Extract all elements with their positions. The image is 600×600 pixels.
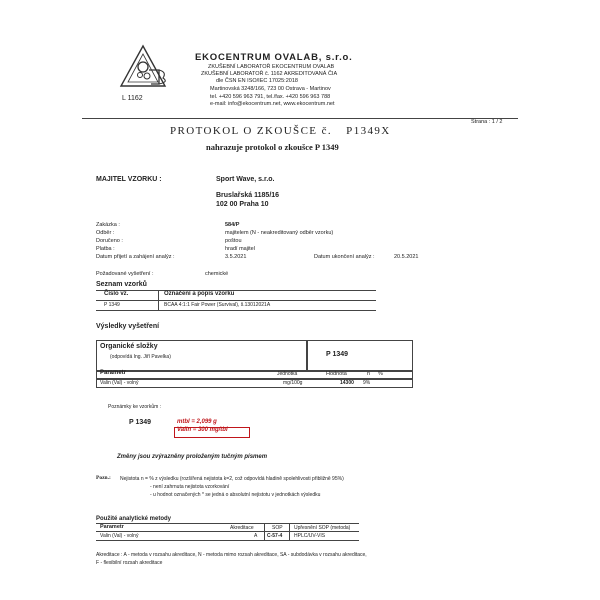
- results-col-value: Hodnota: [326, 371, 347, 377]
- odber-label: Odběr :: [96, 230, 115, 236]
- methods-col-upres: Upřesnění SOP (metoda): [294, 525, 351, 531]
- footer-line1: Akreditace : A - metoda v rozsahu akreditace, N - metoda mimo rozsah akreditace, SA - subdodávka v rozsahu akreditace,: [96, 552, 367, 558]
- results-col-unit: Jednotka: [277, 371, 298, 377]
- protocol-page: [82, 38, 518, 578]
- platba-value: hradí majitel: [225, 246, 255, 252]
- owner-name: Sport Wave, s.r.o.: [216, 176, 275, 183]
- notes-line1: mtbl = 2,099 g: [177, 419, 217, 425]
- page-info: Strana : 1 / 2: [471, 119, 503, 125]
- header-line: ZKUŠEBNÍ LABORATOŘ č. 1162 AKREDITOVANÁ ČIA: [201, 71, 338, 77]
- method-upres: HPLC/UV-VIS: [294, 533, 326, 539]
- header-line: Martinovská 3248/166, 723 00 Ostrava - Martinov: [210, 86, 331, 92]
- pozn-label: Pozn.:: [96, 475, 111, 481]
- results-sample-number: P 1349: [326, 351, 349, 358]
- methods-col-sop: SOP: [272, 525, 283, 531]
- methods-col-akred: Akreditace: [230, 525, 254, 531]
- samples-rule: [96, 300, 376, 301]
- vysetreni-value: chemické: [205, 271, 229, 277]
- doruceno-label: Doručeno :: [96, 238, 123, 244]
- methods-col-divider: [289, 523, 290, 540]
- protocol-number: P1349X: [346, 125, 391, 137]
- header-divider: [82, 118, 518, 119]
- changes-note: Změny jsou zvýrazněny proloženým tučným písmem: [117, 454, 268, 460]
- notes-label: Poznámky ke vzorkům :: [108, 404, 162, 410]
- results-col-param: Parametr: [100, 370, 127, 376]
- samples-col-desc: Označení a popis vzorku: [164, 291, 235, 297]
- company-name: EKOCENTRUM OVALAB, s.r.o.: [195, 52, 353, 63]
- doruceno-value: poštou: [225, 238, 242, 244]
- pozn-line2: - není zahrnuta nejistota vzorkování: [150, 484, 230, 490]
- owner-street: Bruslařská 1185/16: [216, 192, 280, 199]
- odber-value: majitelem (N - neakreditovaný odběr vzorku): [225, 230, 334, 236]
- protocol-title-main: PROTOKOL O ZKOUŠCE č.: [170, 125, 333, 137]
- methods-rule: [96, 540, 359, 541]
- methods-title: Použité analytické metody: [96, 516, 172, 522]
- datum-ukonceni-label: Datum ukončení analýz :: [314, 254, 375, 260]
- results-col-pct: %: [378, 371, 383, 377]
- samples-rule: [96, 290, 376, 291]
- notes-line2: Valin = 300 mg/tbl: [177, 427, 228, 433]
- datum-prijeti-value: 3.5.2021: [225, 254, 247, 260]
- datum-prijeti-label: Datum přijetí a zahájení analýz :: [96, 254, 175, 260]
- notes-sample: P 1349: [129, 419, 152, 426]
- results-section-title: Organické složky: [100, 343, 158, 350]
- samples-rule: [96, 310, 376, 311]
- result-unit: mg/100g: [283, 380, 303, 386]
- method-akred: A: [254, 533, 258, 539]
- samples-title: Seznam vzorků: [96, 281, 147, 288]
- header-line: e-mail: info@ekocentrum.net, www.ekocentrum.net: [210, 101, 335, 107]
- zakazka-label: Zakázka :: [96, 222, 120, 228]
- samples-col-number: Číslo vz.: [104, 291, 129, 297]
- samples-col-divider: [158, 290, 159, 310]
- vysetreni-label: Požadované vyšetření :: [96, 271, 154, 277]
- lab-id: L 1162: [122, 95, 143, 102]
- result-pct: 9%: [363, 380, 371, 386]
- ovalab-logo: [119, 44, 175, 100]
- results-col-n: n: [367, 371, 371, 377]
- protocol-title: [170, 125, 391, 137]
- methods-col-divider: [264, 523, 265, 540]
- sample-number: P 1349: [104, 302, 120, 308]
- pozn-line1: Nejistota n = % z výsledku (rozšířená nejistota k=2, což odpovídá hladině spolehlivosti přibližně 95%): [120, 476, 344, 482]
- sample-desc: BCAA 4:1:1 Fair Power (Survival), š.13012021A: [164, 302, 271, 308]
- datum-ukonceni-value: 20.5.2021: [394, 254, 419, 260]
- methods-rule: [96, 523, 359, 524]
- zakazka-value: 584/P: [225, 222, 240, 228]
- results-heading: Výsledky vyšetření: [96, 323, 160, 330]
- results-sample-box: [306, 340, 413, 372]
- owner-label: MAJITEL VZORKU :: [96, 176, 162, 183]
- header-line: tel. +420 596 963 791, tel./fax. +420 596 963 788: [210, 94, 331, 100]
- result-value: 14300: [340, 380, 354, 386]
- methods-rule: [96, 531, 359, 532]
- platba-label: Platba :: [96, 246, 115, 252]
- header-line: dle ČSN EN ISO/IEC 17025:2018: [216, 78, 298, 84]
- pozn-line3: - u hodnot označených * se jedná o absolutní nejistotu v jednotkách výsledku: [150, 492, 321, 498]
- method-sop: C-57-4: [267, 533, 283, 539]
- result-param: Valin (Val) - volný: [100, 380, 139, 386]
- header-line: ZKUŠEBNÍ LABORATOŘ EKOCENTRUM OVALAB: [208, 64, 335, 70]
- methods-col-param: Parametr: [100, 524, 124, 530]
- results-responsible: (odpovídá Ing. Jiří Pavelka): [110, 354, 171, 360]
- owner-city: 102 00 Praha 10: [216, 201, 269, 208]
- method-param: Valin (Val) - volný: [100, 533, 139, 539]
- footer-line2: F - flexibilní rozsah akreditace: [96, 560, 163, 566]
- protocol-subtitle: nahrazuje protokol o zkoušce P 1349: [206, 142, 339, 152]
